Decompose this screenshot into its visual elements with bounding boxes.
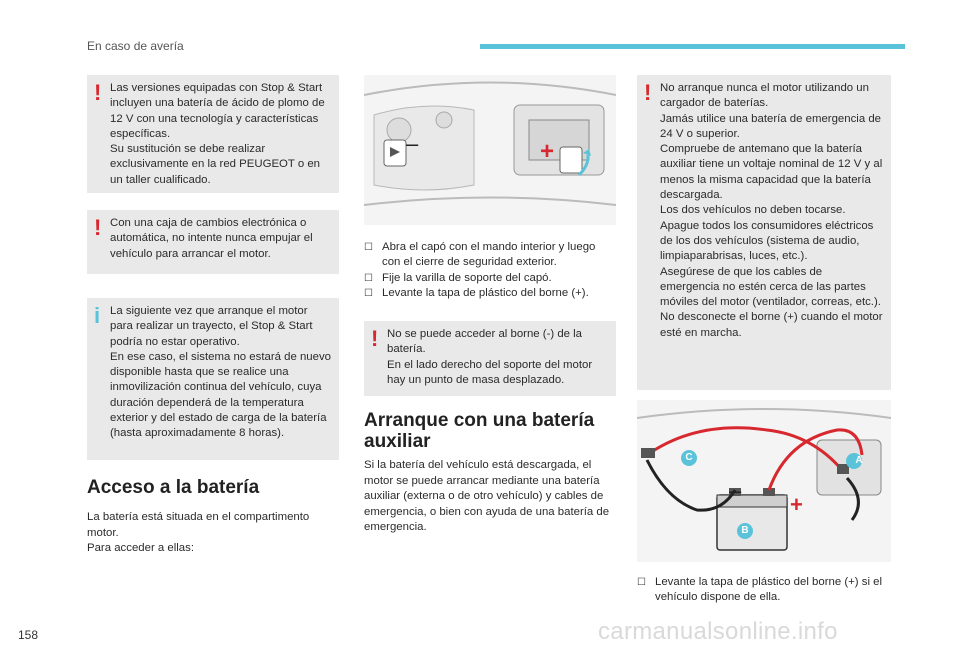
body-paragraph: Para acceder a ellas: bbox=[87, 542, 195, 554]
checkbox-bullet-icon: ☐ bbox=[364, 287, 373, 299]
section-heading-auxiliary-battery: Arranque con una batería auxiliar bbox=[364, 410, 595, 452]
checkbox-bullet-icon: ☐ bbox=[637, 577, 646, 588]
note-paragraph: Las versiones equipadas con Stop & Start incluyen una batería de ácido de plomo de 12 V con una tecnología y características específicas. bbox=[110, 82, 325, 140]
watermark-text: carmanualsonline.info bbox=[598, 618, 838, 645]
positive-terminal-label: + bbox=[540, 138, 555, 165]
step-text: Abra el capó con el mando interior y luego con el cierre de seguridad exterior. bbox=[382, 241, 596, 269]
jump-start-illustration bbox=[637, 400, 891, 562]
jump-start-steps bbox=[637, 575, 891, 606]
list-item bbox=[364, 271, 616, 286]
note-paragraph: Apague todos los consumidores eléctricos de los dos vehículos (sistema de audio, limpiaparabrisas, luces, etc.). bbox=[660, 219, 874, 263]
warning-exclamation-icon: ! bbox=[371, 326, 379, 351]
warning-note-stop-start bbox=[87, 75, 339, 193]
checkbox-bullet-icon: ☐ bbox=[364, 272, 373, 284]
warning-exclamation-icon: ! bbox=[94, 80, 102, 105]
info-icon: i bbox=[94, 303, 101, 328]
list-item bbox=[364, 286, 616, 301]
section-header-title: En caso de avería bbox=[87, 39, 184, 53]
callout-a-label: A bbox=[855, 455, 863, 466]
note-paragraph: En el lado derecho del soporte del motor hay un punto de masa desplazado. bbox=[387, 358, 593, 386]
note-paragraph: En ese caso, el sistema no estará de nuevo disponible hasta que se realice una inmovilización continua del vehículo, cuya duración dependerá de la temperatura exterior y del estado de carga de la batería (hasta aproximadamente 8 horas). bbox=[110, 350, 331, 440]
step-text: Fije la varilla de soporte del capó. bbox=[382, 271, 552, 284]
note-paragraph: La siguiente vez que arranque el motor para realizar un trayecto, el Stop & Start podría no estar operativo. bbox=[110, 305, 313, 348]
battery-access-body bbox=[87, 510, 339, 557]
positive-terminal-label: + bbox=[790, 492, 803, 517]
body-paragraph: Si la batería del vehículo está descargada, el motor se puede arrancar mediante una batería auxiliar (externa o de otro vehículo) y cables de emergencia, o bien con ayuda de una batería de emergencia. bbox=[364, 459, 610, 533]
step-text: Levante la tapa de plástico del borne (+). bbox=[382, 286, 589, 299]
warning-note-gearbox bbox=[87, 210, 339, 274]
checkbox-bullet-icon: ☐ bbox=[364, 242, 373, 253]
warning-note-terminal bbox=[364, 321, 616, 396]
section-heading-battery-access: Acceso a la batería bbox=[87, 477, 260, 498]
list-item bbox=[364, 240, 616, 271]
callout-c-label: C bbox=[685, 452, 693, 463]
warning-note-jump-start bbox=[637, 75, 891, 390]
step-text: Levante la tapa de plástico del borne (+) si el vehículo dispone de ella. bbox=[655, 576, 883, 604]
warning-exclamation-icon: ! bbox=[94, 215, 102, 240]
note-paragraph: Compruebe de antemano que la batería auxiliar tiene un voltaje nominal de 12 V y al menos la misma capacidad que la batería descargada. bbox=[660, 143, 883, 202]
body-paragraph: La batería está situada en el compartimento motor. bbox=[87, 511, 310, 539]
list-item bbox=[637, 575, 891, 606]
note-paragraph: Jamás utilice una batería de emergencia de 24 V o superior. bbox=[660, 112, 881, 140]
info-note-stop-start bbox=[87, 298, 339, 460]
auxiliary-battery-body bbox=[364, 458, 616, 536]
callout-b-label: B bbox=[741, 525, 749, 536]
header-accent-bar bbox=[480, 44, 905, 49]
warning-exclamation-icon: ! bbox=[644, 80, 652, 105]
note-paragraph: Su sustitución se debe realizar exclusivamente en la red PEUGEOT o en un taller cualificado. bbox=[110, 143, 320, 186]
note-paragraph: No se puede acceder al borne (-) de la batería. bbox=[387, 328, 583, 356]
page-number: 158 bbox=[18, 628, 39, 642]
note-paragraph: No arranque nunca el motor utilizando un cargador de baterías. bbox=[660, 82, 869, 110]
engine-bay-illustration bbox=[364, 75, 616, 225]
negative-terminal-label: – bbox=[406, 131, 419, 156]
note-paragraph: Con una caja de cambios electrónica o automática, no intente nunca empujar el vehículo para arrancar el motor. bbox=[110, 217, 313, 260]
note-paragraph: Asegúrese de que los cables de emergencia no estén cerca de las partes móviles del motor (ventilador, correas, etc.). bbox=[660, 265, 881, 309]
battery-access-steps bbox=[364, 240, 616, 301]
negative-terminal-label: – bbox=[729, 478, 742, 503]
note-paragraph: Los dos vehículos no deben tocarse. bbox=[660, 204, 846, 217]
note-paragraph: No desconecte el borne (+) cuando el motor esté en marcha. bbox=[660, 311, 883, 339]
